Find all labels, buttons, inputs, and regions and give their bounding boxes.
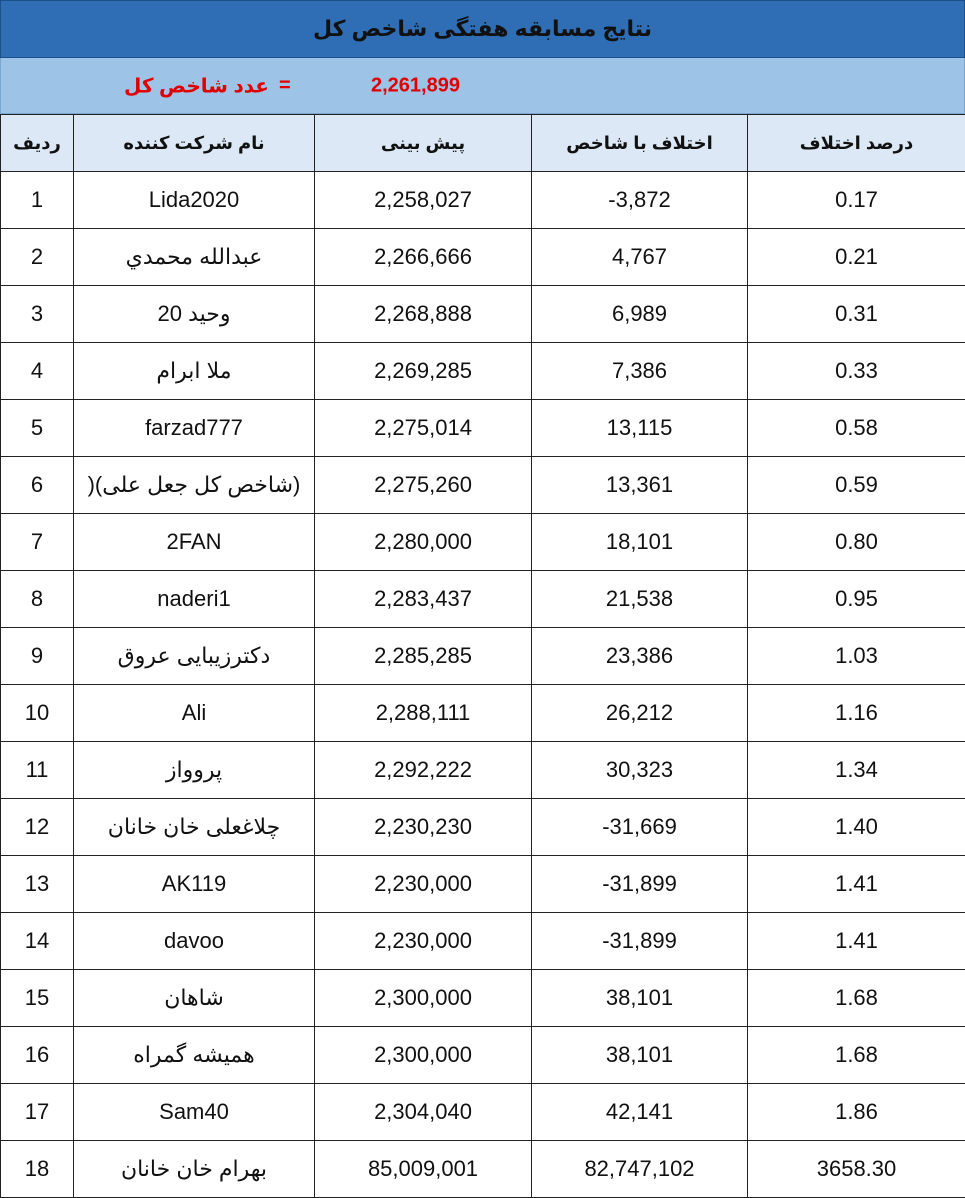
cell-name: 2FAN	[74, 514, 315, 571]
cell-percent: 0.31	[748, 286, 965, 343]
table-row	[1, 343, 965, 400]
cell-diff: -3,872	[532, 172, 748, 229]
cell-rank: 5	[1, 400, 74, 457]
cell-diff: 6,989	[532, 286, 748, 343]
header-diff: اختلاف با شاخص	[532, 115, 748, 172]
cell-percent: 1.68	[748, 1027, 965, 1084]
cell-diff: 13,115	[532, 400, 748, 457]
header-prediction: پیش بینی	[315, 115, 532, 172]
cell-percent: 0.80	[748, 514, 965, 571]
table-row	[1, 514, 965, 571]
table-row	[1, 571, 965, 628]
cell-prediction: 2,288,111	[315, 685, 532, 742]
cell-rank: 16	[1, 1027, 74, 1084]
cell-prediction: 2,300,000	[315, 1027, 532, 1084]
table-row	[1, 286, 965, 343]
header-rank: ردیف	[1, 115, 74, 172]
cell-prediction: 2,230,000	[315, 913, 532, 970]
cell-diff: 21,538	[532, 571, 748, 628]
cell-rank: 9	[1, 628, 74, 685]
cell-rank: 1	[1, 172, 74, 229]
cell-name: دکترزیبایی عروق	[74, 628, 315, 685]
cell-prediction: 2,269,285	[315, 343, 532, 400]
cell-name: ملا ابرام	[74, 343, 315, 400]
cell-percent: 1.16	[748, 685, 965, 742]
cell-prediction: 2,304,040	[315, 1084, 532, 1141]
cell-name: عبدالله محمدي	[74, 229, 315, 286]
cell-diff: 18,101	[532, 514, 748, 571]
cell-prediction: 2,258,027	[315, 172, 532, 229]
table-row	[1, 1027, 965, 1084]
cell-rank: 7	[1, 514, 74, 571]
table-row	[1, 628, 965, 685]
cell-percent: 1.41	[748, 856, 965, 913]
cell-percent: 0.59	[748, 457, 965, 514]
cell-prediction: 2,230,000	[315, 856, 532, 913]
cell-percent: 0.33	[748, 343, 965, 400]
cell-rank: 10	[1, 685, 74, 742]
table-row	[1, 457, 965, 514]
cell-diff: -31,899	[532, 913, 748, 970]
cell-rank: 3	[1, 286, 74, 343]
table-row	[1, 742, 965, 799]
cell-prediction: 2,285,285	[315, 628, 532, 685]
cell-diff: 42,141	[532, 1084, 748, 1141]
cell-rank: 15	[1, 970, 74, 1027]
header-row	[1, 115, 965, 172]
cell-percent: 0.58	[748, 400, 965, 457]
table-row	[1, 685, 965, 742]
cell-prediction: 2,230,230	[315, 799, 532, 856]
cell-rank: 2	[1, 229, 74, 286]
index-value: 2,261,899	[371, 74, 460, 96]
cell-name: davoo	[74, 913, 315, 970]
cell-name: farzad777	[74, 400, 315, 457]
cell-rank: 18	[1, 1141, 74, 1198]
cell-diff: -31,669	[532, 799, 748, 856]
cell-diff: 4,767	[532, 229, 748, 286]
table-row	[1, 229, 965, 286]
index-label: عدد شاخص کل	[124, 75, 269, 97]
cell-name: همیشه گمراه	[74, 1027, 315, 1084]
cell-rank: 14	[1, 913, 74, 970]
cell-percent: 1.86	[748, 1084, 965, 1141]
cell-rank: 17	[1, 1084, 74, 1141]
cell-diff: 23,386	[532, 628, 748, 685]
cell-percent: 1.03	[748, 628, 965, 685]
cell-name: بهرام خان خانان	[74, 1141, 315, 1198]
cell-name: AK119	[74, 856, 315, 913]
cell-rank: 4	[1, 343, 74, 400]
cell-name: (شاخص کل جعل علی)(	[74, 457, 315, 514]
header-percent: درصد اختلاف	[748, 115, 965, 172]
cell-diff: 38,101	[532, 1027, 748, 1084]
table-row	[1, 400, 965, 457]
cell-prediction: 2,300,000	[315, 970, 532, 1027]
cell-name: Lida2020	[74, 172, 315, 229]
cell-rank: 8	[1, 571, 74, 628]
cell-prediction: 2,275,014	[315, 400, 532, 457]
cell-rank: 6	[1, 457, 74, 514]
equals-sign: =	[279, 74, 291, 96]
table-row	[1, 970, 965, 1027]
cell-name: شاهان	[74, 970, 315, 1027]
cell-rank: 11	[1, 742, 74, 799]
cell-diff: 82,747,102	[532, 1141, 748, 1198]
cell-name: Sam40	[74, 1084, 315, 1141]
cell-percent: 0.17	[748, 172, 965, 229]
cell-prediction: 85,009,001	[315, 1141, 532, 1198]
cell-diff: -31,899	[532, 856, 748, 913]
sheet-title: نتایج مسابقه هفتگی شاخص کل	[0, 0, 965, 58]
table-row	[1, 799, 965, 856]
cell-name: پروواز	[74, 742, 315, 799]
cell-diff: 7,386	[532, 343, 748, 400]
cell-percent: 1.68	[748, 970, 965, 1027]
cell-name: چلاغعلی خان خانان	[74, 799, 315, 856]
cell-rank: 12	[1, 799, 74, 856]
cell-diff: 26,212	[532, 685, 748, 742]
cell-name: وحید 20	[74, 286, 315, 343]
index-value-row	[0, 58, 965, 114]
cell-percent: 1.41	[748, 913, 965, 970]
cell-prediction: 2,275,260	[315, 457, 532, 514]
cell-percent: 3658.30	[748, 1141, 965, 1198]
table-row	[1, 856, 965, 913]
table-row	[1, 1141, 965, 1198]
cell-rank: 13	[1, 856, 74, 913]
cell-diff: 38,101	[532, 970, 748, 1027]
cell-prediction: 2,268,888	[315, 286, 532, 343]
table-row	[1, 913, 965, 970]
cell-name: Ali	[74, 685, 315, 742]
cell-prediction: 2,283,437	[315, 571, 532, 628]
cell-prediction: 2,292,222	[315, 742, 532, 799]
table-row	[1, 1084, 965, 1141]
cell-diff: 30,323	[532, 742, 748, 799]
cell-prediction: 2,280,000	[315, 514, 532, 571]
results-table	[0, 114, 965, 1198]
cell-name: naderi1	[74, 571, 315, 628]
cell-percent: 0.21	[748, 229, 965, 286]
cell-prediction: 2,266,666	[315, 229, 532, 286]
cell-percent: 1.34	[748, 742, 965, 799]
header-name: نام شرکت کننده	[74, 115, 315, 172]
cell-percent: 1.40	[748, 799, 965, 856]
table-row	[1, 172, 965, 229]
cell-diff: 13,361	[532, 457, 748, 514]
cell-percent: 0.95	[748, 571, 965, 628]
